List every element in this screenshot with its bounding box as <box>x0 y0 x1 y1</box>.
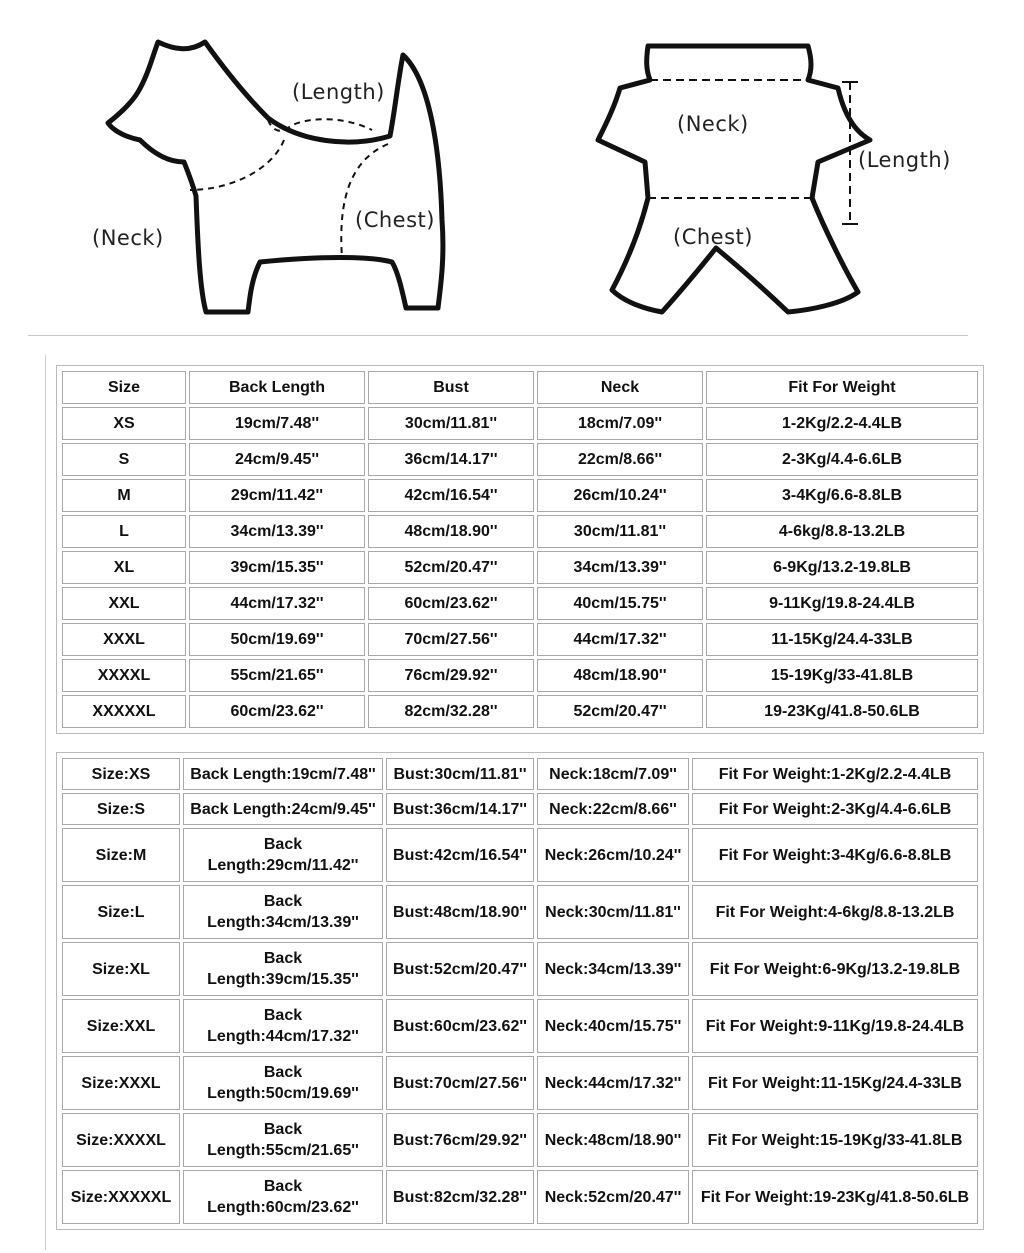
cell-neck: 40cm/15.75'' <box>537 587 703 620</box>
cell-bust: 82cm/32.28'' <box>368 695 534 728</box>
cell-bust: Bust:30cm/11.81'' <box>386 758 534 790</box>
cell-bust: 70cm/27.56'' <box>368 623 534 656</box>
cell-bust: Bust:82cm/32.28'' <box>386 1170 534 1224</box>
cell-neck: Neck:48cm/18.90'' <box>537 1113 689 1167</box>
cell-size: Size:XS <box>62 758 180 790</box>
cell-back-length: Back Length:39cm/15.35'' <box>183 942 383 996</box>
cell-back-length: 44cm/17.32'' <box>189 587 365 620</box>
cell-fit-for-weight: 9-11Kg/19.8-24.4LB <box>706 587 978 620</box>
table-row <box>62 407 978 440</box>
cell-neck: Neck:22cm/8.66'' <box>537 793 689 825</box>
cell-neck: 48cm/18.90'' <box>537 659 703 692</box>
dog-length-label: (Length) <box>292 80 385 104</box>
cell-fit-for-weight: Fit For Weight:3-4Kg/6.6-8.8LB <box>692 828 978 882</box>
cell-bust: Bust:48cm/18.90'' <box>386 885 534 939</box>
cell-fit-for-weight: 11-15Kg/24.4-33LB <box>706 623 978 656</box>
cell-neck: Neck:44cm/17.32'' <box>537 1056 689 1110</box>
cell-fit-for-weight: Fit For Weight:9-11Kg/19.8-24.4LB <box>692 999 978 1053</box>
table-row <box>62 1113 978 1167</box>
cell-fit-for-weight: 6-9Kg/13.2-19.8LB <box>706 551 978 584</box>
cell-back-length: Back Length:60cm/23.62'' <box>183 1170 383 1224</box>
header-neck: Neck <box>537 371 703 404</box>
cell-back-length: Back Length:29cm/11.42'' <box>183 828 383 882</box>
cell-fit-for-weight: 19-23Kg/41.8-50.6LB <box>706 695 978 728</box>
table-row <box>62 443 978 476</box>
cell-size: Size:XXXL <box>62 1056 180 1110</box>
cell-neck: 18cm/7.09'' <box>537 407 703 440</box>
cell-back-length: 19cm/7.48'' <box>189 407 365 440</box>
cell-neck: Neck:18cm/7.09'' <box>537 758 689 790</box>
size-chart-table <box>56 365 984 734</box>
cell-neck: Neck:30cm/11.81'' <box>537 885 689 939</box>
cell-size: XL <box>62 551 186 584</box>
dog-chest-label: (Chest) <box>355 208 435 232</box>
cell-back-length: 29cm/11.42'' <box>189 479 365 512</box>
table-row <box>62 758 978 790</box>
cell-neck: 44cm/17.32'' <box>537 623 703 656</box>
cell-size: XXXXL <box>62 659 186 692</box>
cell-neck: Neck:26cm/10.24'' <box>537 828 689 882</box>
cell-size: Size:L <box>62 885 180 939</box>
cell-bust: 48cm/18.90'' <box>368 515 534 548</box>
cell-neck: 52cm/20.47'' <box>537 695 703 728</box>
cell-bust: Bust:70cm/27.56'' <box>386 1056 534 1110</box>
table-row <box>62 885 978 939</box>
cell-size: XXXXXL <box>62 695 186 728</box>
cell-neck: 26cm/10.24'' <box>537 479 703 512</box>
dog-neck-label: (Neck) <box>92 226 164 250</box>
table-row <box>62 1170 978 1224</box>
cell-size: S <box>62 443 186 476</box>
labeled-size-chart-table <box>56 752 984 1230</box>
cell-size: XS <box>62 407 186 440</box>
cell-back-length: Back Length:19cm/7.48'' <box>183 758 383 790</box>
cell-back-length: Back Length:24cm/9.45'' <box>183 793 383 825</box>
cell-neck: 22cm/8.66'' <box>537 443 703 476</box>
cell-size: L <box>62 515 186 548</box>
table-row <box>62 999 978 1053</box>
dog-chest-line <box>341 144 388 258</box>
dog-neck-line <box>190 140 284 190</box>
cell-size: Size:XXXXL <box>62 1113 180 1167</box>
divider-line <box>28 335 968 336</box>
cell-size: Size:XL <box>62 942 180 996</box>
table-row <box>62 793 978 825</box>
cell-bust: Bust:52cm/20.47'' <box>386 942 534 996</box>
table-row <box>62 623 978 656</box>
table-row <box>62 659 978 692</box>
cell-fit-for-weight: Fit For Weight:19-23Kg/41.8-50.6LB <box>692 1170 978 1224</box>
shirt-neck-label: (Neck) <box>677 112 749 136</box>
cell-fit-for-weight: 3-4Kg/6.6-8.8LB <box>706 479 978 512</box>
cell-back-length: 24cm/9.45'' <box>189 443 365 476</box>
shirt-length-label: (Length) <box>858 148 951 172</box>
cell-bust: Bust:76cm/29.92'' <box>386 1113 534 1167</box>
cell-size: XXXL <box>62 623 186 656</box>
header-back-length: Back Length <box>189 371 365 404</box>
header-bust: Bust <box>368 371 534 404</box>
cell-back-length: Back Length:44cm/17.32'' <box>183 999 383 1053</box>
cell-bust: 42cm/16.54'' <box>368 479 534 512</box>
table-row <box>62 551 978 584</box>
table-row <box>62 828 978 882</box>
cell-fit-for-weight: Fit For Weight:1-2Kg/2.2-4.4LB <box>692 758 978 790</box>
cell-bust: Bust:42cm/16.54'' <box>386 828 534 882</box>
cell-size: Size:M <box>62 828 180 882</box>
cell-neck: Neck:52cm/20.47'' <box>537 1170 689 1224</box>
dog-outline <box>108 42 443 312</box>
cell-neck: 30cm/11.81'' <box>537 515 703 548</box>
shirt-chest-label: (Chest) <box>673 225 753 249</box>
cell-back-length: 34cm/13.39'' <box>189 515 365 548</box>
cell-size: M <box>62 479 186 512</box>
cell-size: XXL <box>62 587 186 620</box>
cell-back-length: 60cm/23.62'' <box>189 695 365 728</box>
cell-neck: Neck:40cm/15.75'' <box>537 999 689 1053</box>
cell-neck: 34cm/13.39'' <box>537 551 703 584</box>
table-row <box>62 695 978 728</box>
table-row <box>62 1056 978 1110</box>
table-row <box>62 942 978 996</box>
shirt-outline <box>598 46 870 312</box>
cell-fit-for-weight: 2-3Kg/4.4-6.6LB <box>706 443 978 476</box>
table-header-row <box>62 371 978 404</box>
table-row <box>62 479 978 512</box>
cell-back-length: 55cm/21.65'' <box>189 659 365 692</box>
cell-size: Size:S <box>62 793 180 825</box>
cell-back-length: 50cm/19.69'' <box>189 623 365 656</box>
cell-bust: 76cm/29.92'' <box>368 659 534 692</box>
cell-fit-for-weight: Fit For Weight:2-3Kg/4.4-6.6LB <box>692 793 978 825</box>
cell-bust: 30cm/11.81'' <box>368 407 534 440</box>
header-fit-for-weight: Fit For Weight <box>706 371 978 404</box>
cell-fit-for-weight: 1-2Kg/2.2-4.4LB <box>706 407 978 440</box>
cell-bust: 36cm/14.17'' <box>368 443 534 476</box>
table-row <box>62 587 978 620</box>
cell-back-length: Back Length:55cm/21.65'' <box>183 1113 383 1167</box>
cell-fit-for-weight: Fit For Weight:6-9Kg/13.2-19.8LB <box>692 942 978 996</box>
cell-fit-for-weight: Fit For Weight:4-6kg/8.8-13.2LB <box>692 885 978 939</box>
cell-size: Size:XXXXXL <box>62 1170 180 1224</box>
cell-fit-for-weight: 4-6kg/8.8-13.2LB <box>706 515 978 548</box>
cell-fit-for-weight: Fit For Weight:11-15Kg/24.4-33LB <box>692 1056 978 1110</box>
cell-bust: 60cm/23.62'' <box>368 587 534 620</box>
header-size: Size <box>62 371 186 404</box>
cell-bust: 52cm/20.47'' <box>368 551 534 584</box>
cell-back-length: 39cm/15.35'' <box>189 551 365 584</box>
cell-back-length: Back Length:50cm/19.69'' <box>183 1056 383 1110</box>
left-border-line <box>45 355 46 1250</box>
measurement-diagram <box>0 0 1024 340</box>
table-row <box>62 515 978 548</box>
cell-back-length: Back Length:34cm/13.39'' <box>183 885 383 939</box>
cell-neck: Neck:34cm/13.39'' <box>537 942 689 996</box>
cell-bust: Bust:36cm/14.17'' <box>386 793 534 825</box>
cell-fit-for-weight: Fit For Weight:15-19Kg/33-41.8LB <box>692 1113 978 1167</box>
cell-bust: Bust:60cm/23.62'' <box>386 999 534 1053</box>
cell-fit-for-weight: 15-19Kg/33-41.8LB <box>706 659 978 692</box>
cell-size: Size:XXL <box>62 999 180 1053</box>
